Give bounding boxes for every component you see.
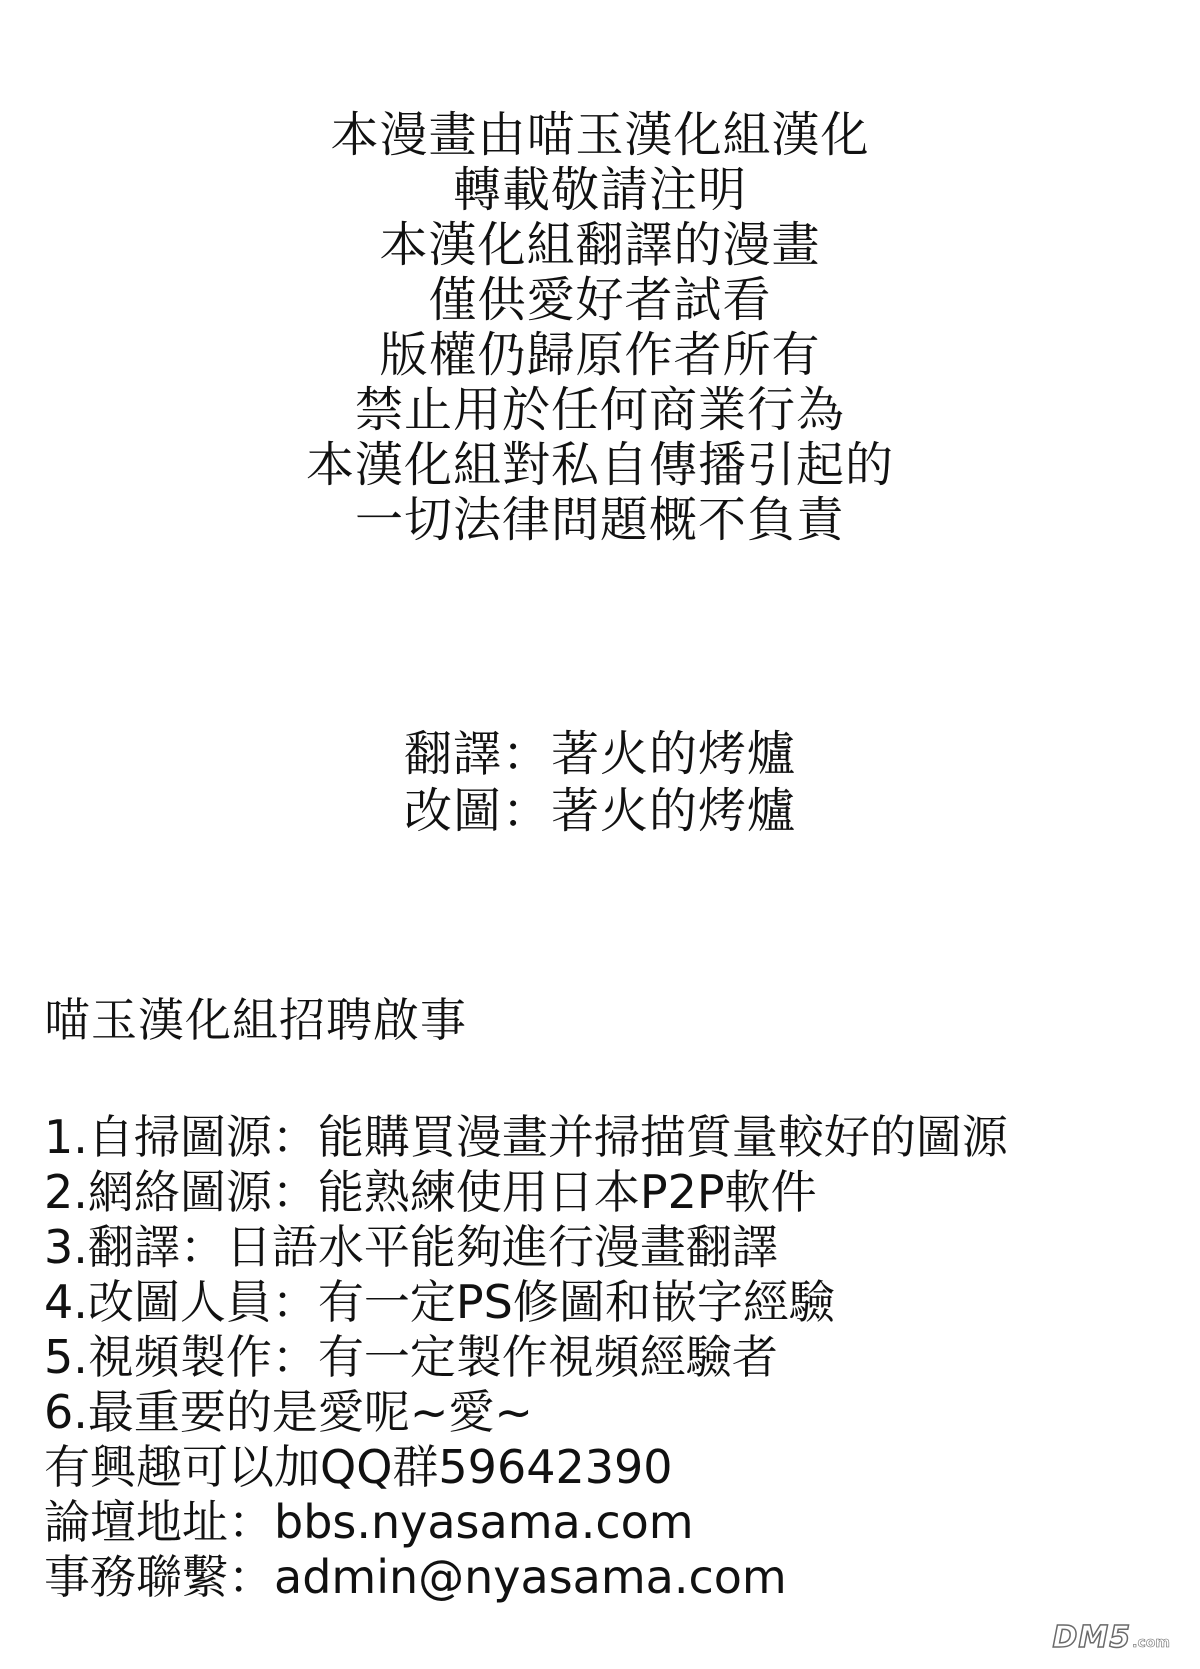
qq-group-line: 有興趣可以加QQ群59642390 xyxy=(44,1440,673,1494)
watermark-main: DM5 xyxy=(1052,1620,1132,1655)
notice-line: 轉載敬請注明 xyxy=(452,162,747,218)
translation-credit: 翻譯：著火的烤爐 xyxy=(403,726,796,782)
recruitment-item: 4.改圖人員：有一定PS修圖和嵌字經驗 xyxy=(44,1275,835,1329)
recruitment-item: 2.網絡圖源：能熟練使用日本P2P軟件 xyxy=(44,1165,817,1219)
recruitment-item: 3.翻譯：日語水平能夠進行漫畫翻譯 xyxy=(44,1220,778,1274)
recruitment-item: 6.最重要的是愛呢~愛~ xyxy=(44,1385,533,1439)
watermark-sub: .com xyxy=(1132,1635,1170,1651)
recruitment-item: 5.視頻製作：有一定製作視頻經驗者 xyxy=(44,1330,778,1384)
copyright-notice xyxy=(0,108,1200,548)
editing-credit: 改圖：著火的烤爐 xyxy=(403,783,796,839)
notice-line: 禁止用於任何商業行為 xyxy=(354,382,845,438)
recruitment-list xyxy=(44,1110,1184,1605)
forum-address-line: 論壇地址：bbs.nyasama.com xyxy=(44,1495,694,1549)
recruitment-title: 喵玉漢化組招聘啟事 xyxy=(44,993,467,1047)
notice-line: 僅供愛好者試看 xyxy=(428,272,772,328)
notice-line: 本漫畫由喵玉漢化組漢化 xyxy=(330,107,870,163)
notice-line: 本漢化組翻譯的漫畫 xyxy=(379,217,821,273)
contact-email-line: 事務聯繫：admin@nyasama.com xyxy=(44,1550,787,1604)
notice-line: 本漢化組對私自傳播引起的 xyxy=(305,437,894,493)
notice-line: 一切法律問題概不負責 xyxy=(354,492,845,548)
staff-credits xyxy=(0,726,1200,840)
recruitment-item: 1.自掃圖源：能購買漫畫并掃描質量較好的圖源 xyxy=(44,1110,1008,1164)
notice-line: 版權仍歸原作者所有 xyxy=(379,327,821,383)
site-watermark-logo xyxy=(1053,1620,1170,1655)
